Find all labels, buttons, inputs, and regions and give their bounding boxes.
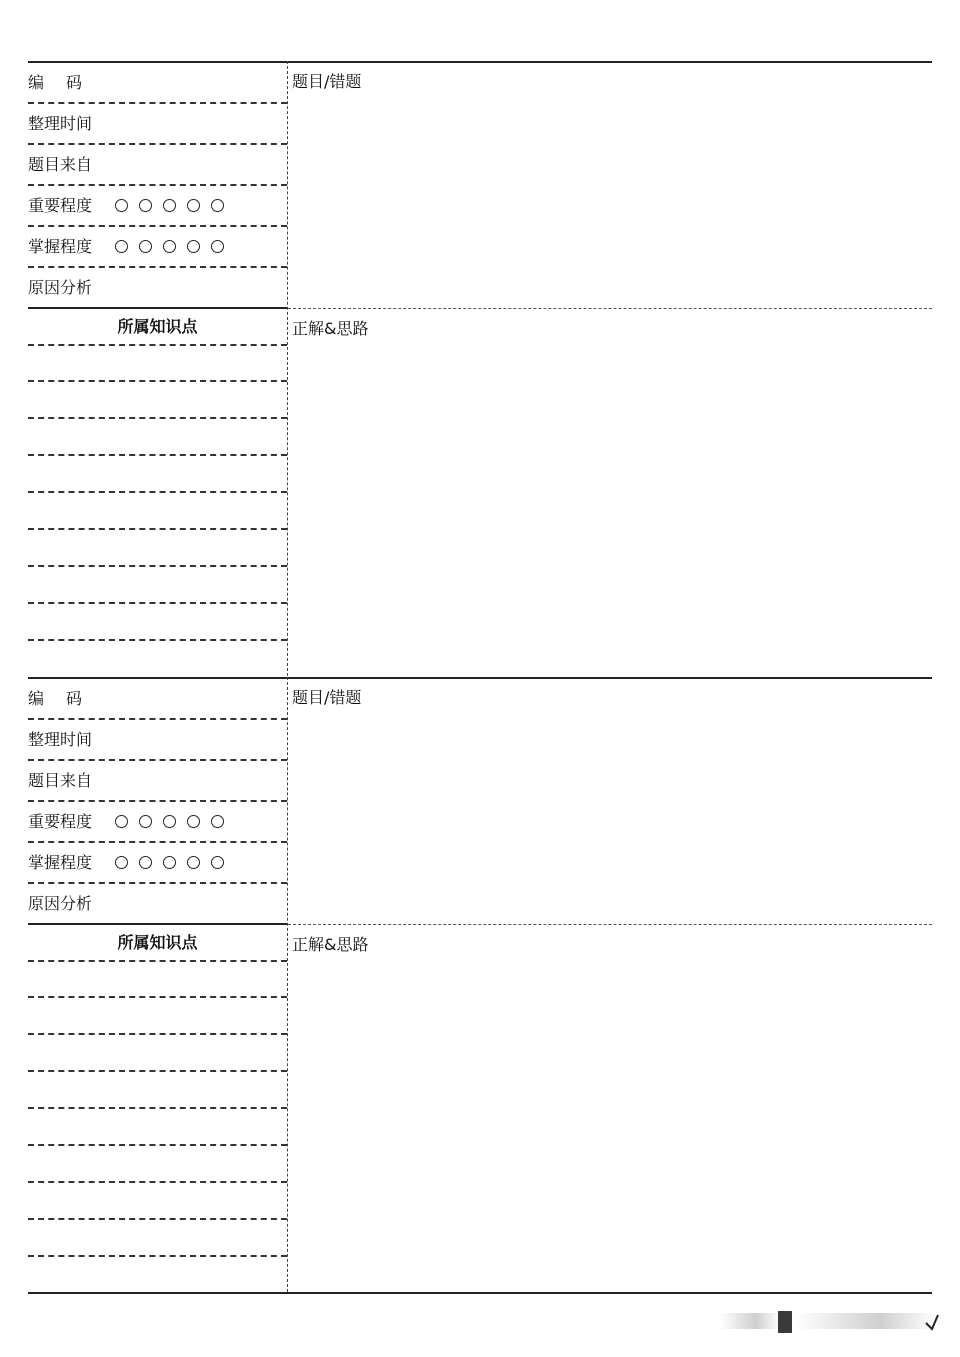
mastery-label: 掌握程度 [28, 853, 93, 872]
answer-label: 正解&思路 [292, 319, 369, 338]
code-row [28, 679, 287, 720]
rating-circle-icon[interactable] [163, 199, 176, 212]
writing-line[interactable] [28, 1107, 287, 1109]
writing-line[interactable] [28, 602, 287, 604]
organize-time-row [28, 104, 287, 145]
rating-circle-icon[interactable] [139, 240, 152, 253]
mastery-rating [115, 226, 235, 266]
rating-circle-icon[interactable] [211, 815, 224, 828]
mastery-row [28, 227, 287, 268]
writing-line[interactable] [28, 380, 287, 382]
rating-circle-icon[interactable] [115, 199, 128, 212]
mastery-label: 掌握程度 [28, 237, 93, 256]
mistake-card-2 [28, 677, 932, 1294]
code-label: 编码 [28, 689, 105, 708]
rating-circle-icon[interactable] [139, 199, 152, 212]
rating-circle-icon[interactable] [115, 856, 128, 869]
importance-rating [115, 801, 235, 841]
importance-rating [115, 185, 235, 225]
importance-label: 重要程度 [28, 196, 93, 215]
organize-time-label: 整理时间 [28, 114, 93, 133]
card-bottom-border [28, 1292, 932, 1294]
cause-analysis-label: 原因分析 [28, 894, 93, 913]
knowledge-points-title: 所属知识点 [117, 317, 198, 336]
cause-analysis-label: 原因分析 [28, 278, 93, 297]
source-row [28, 145, 287, 186]
organize-time-label: 整理时间 [28, 730, 93, 749]
column-divider [287, 677, 288, 1292]
rating-circle-icon[interactable] [163, 240, 176, 253]
rating-circle-icon[interactable] [139, 815, 152, 828]
question-answer-separator [288, 924, 932, 925]
rating-circle-icon[interactable] [211, 240, 224, 253]
rating-circle-icon[interactable] [115, 240, 128, 253]
column-divider [287, 61, 288, 676]
rating-circle-icon[interactable] [211, 856, 224, 869]
mastery-rating [115, 842, 235, 882]
rating-circle-icon[interactable] [187, 199, 200, 212]
code-label: 编码 [28, 73, 105, 92]
mastery-row [28, 843, 287, 884]
importance-label: 重要程度 [28, 812, 93, 831]
cause-analysis-row [28, 884, 287, 925]
question-label: 题目/错题 [292, 688, 362, 707]
question-answer-separator [288, 308, 932, 309]
mistake-card-1 [28, 61, 932, 678]
source-row [28, 761, 287, 802]
rating-circle-icon[interactable] [115, 815, 128, 828]
rating-circle-icon[interactable] [139, 856, 152, 869]
question-label: 题目/错题 [292, 72, 362, 91]
rating-circle-icon[interactable] [163, 856, 176, 869]
rating-circle-icon[interactable] [187, 856, 200, 869]
writing-line[interactable] [28, 1255, 287, 1257]
rating-circle-icon[interactable] [163, 815, 176, 828]
writing-line[interactable] [28, 491, 287, 493]
writing-line[interactable] [28, 344, 287, 346]
writing-line[interactable] [28, 454, 287, 456]
writing-line[interactable] [28, 565, 287, 567]
answer-label: 正解&思路 [292, 935, 369, 954]
writing-line[interactable] [28, 1181, 287, 1183]
rating-circle-icon[interactable] [187, 240, 200, 253]
writing-line[interactable] [28, 1033, 287, 1035]
importance-row [28, 802, 287, 843]
watermark-icon [720, 1309, 940, 1337]
writing-line[interactable] [28, 996, 287, 998]
writing-line[interactable] [28, 1218, 287, 1220]
source-label: 题目来自 [28, 155, 93, 174]
writing-line[interactable] [28, 1070, 287, 1072]
rating-circle-icon[interactable] [211, 199, 224, 212]
writing-line[interactable] [28, 417, 287, 419]
organize-time-row [28, 720, 287, 761]
writing-line[interactable] [28, 528, 287, 530]
writing-line[interactable] [28, 960, 287, 962]
cause-analysis-row [28, 268, 287, 309]
writing-line[interactable] [28, 639, 287, 641]
code-row [28, 63, 287, 104]
importance-row [28, 186, 287, 227]
source-label: 题目来自 [28, 771, 93, 790]
rating-circle-icon[interactable] [187, 815, 200, 828]
knowledge-points-title: 所属知识点 [117, 933, 198, 952]
writing-line[interactable] [28, 1144, 287, 1146]
